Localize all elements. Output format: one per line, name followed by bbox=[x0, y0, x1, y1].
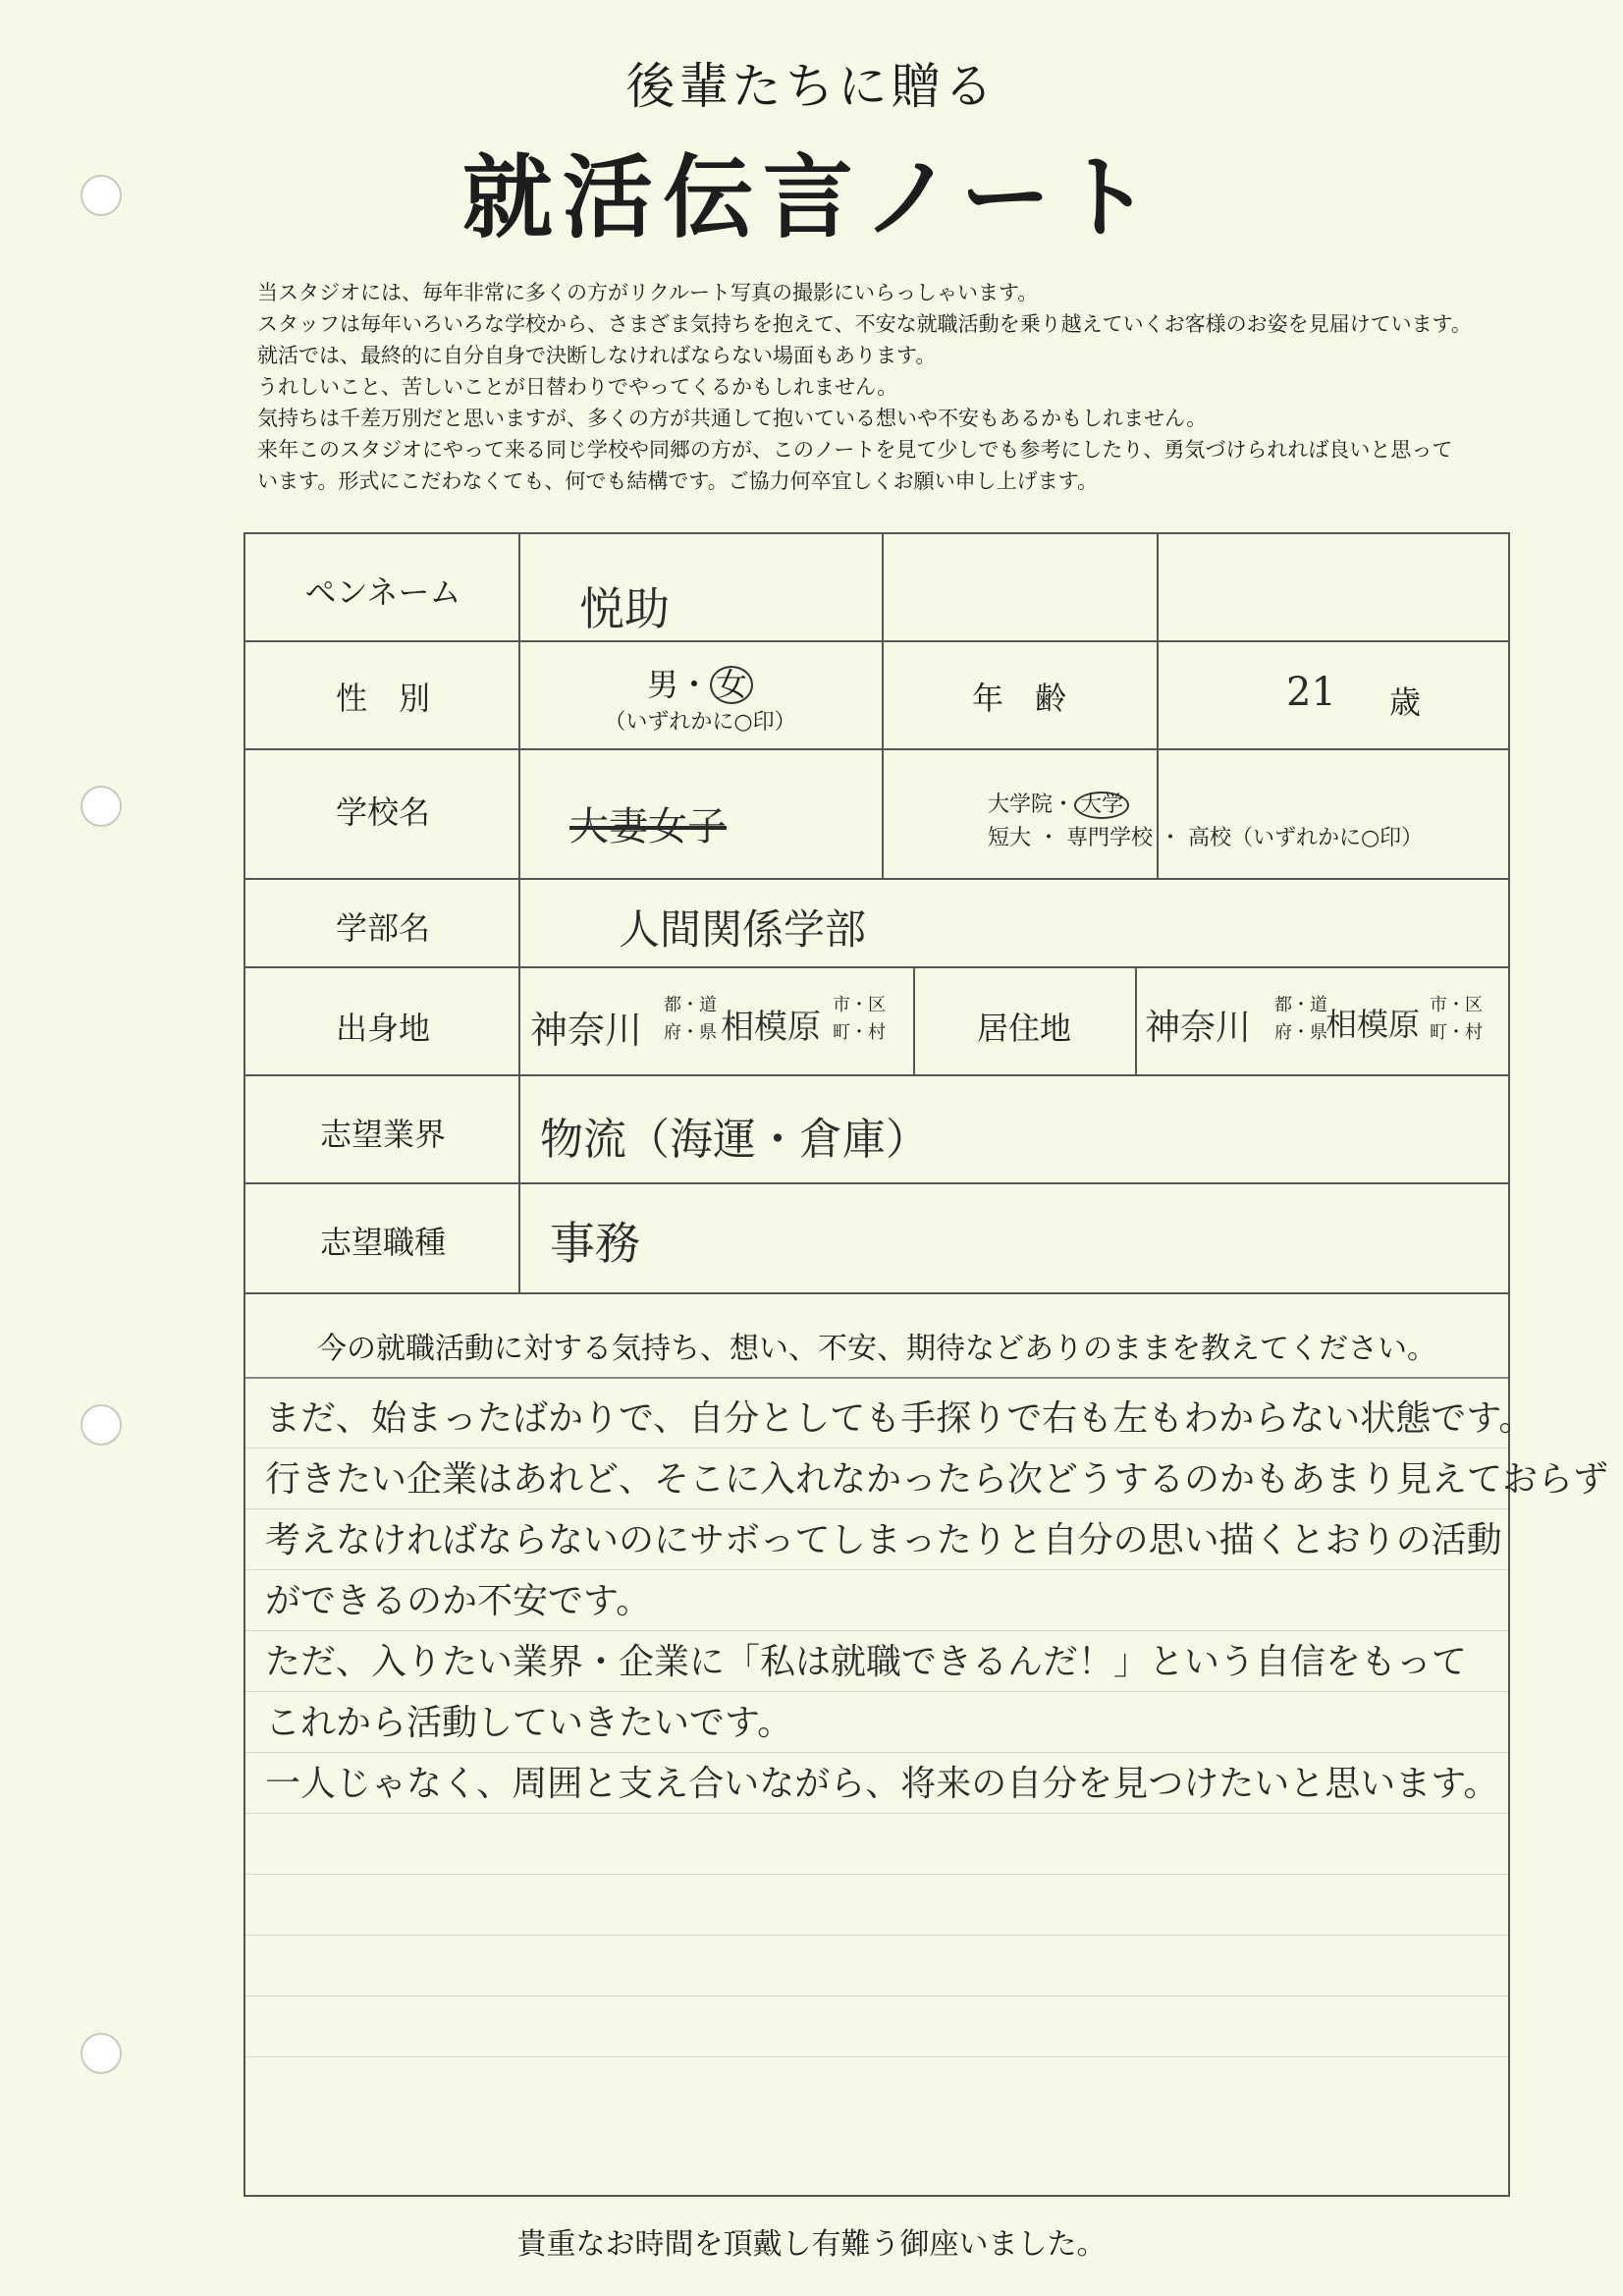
school-type-university-circled: 大学 bbox=[1074, 792, 1129, 819]
school-value: 大妻女子 bbox=[569, 804, 727, 849]
gender-male: 男 bbox=[646, 666, 678, 703]
answer-line: ができるのか不安です。 bbox=[265, 1581, 652, 1621]
age-label: 年 齢 bbox=[971, 680, 1066, 717]
intro-line: 就活では、最終的に自分自身で決断しなければならない場面もあります。 bbox=[257, 344, 937, 367]
answer-line: これから活動していきたいです。 bbox=[265, 1703, 793, 1743]
page-subtitle: 後輩たちに贈る bbox=[625, 58, 998, 115]
school-type-line1: 大学院・ 大学 bbox=[988, 792, 1129, 819]
pen-name-value: 悦助 bbox=[579, 582, 670, 635]
gender-label: 性 別 bbox=[335, 680, 430, 717]
school-type-line2: 短大 ・ 専門学校 ・ 高校（いずれかに○印） bbox=[988, 826, 1424, 850]
faculty-value: 人間関係学部 bbox=[619, 905, 867, 954]
age-value: 21 bbox=[1286, 670, 1336, 715]
answer-line: 行きたい企業はあれど、そこに入れなかったら次どうするのかもあまり見えておらず bbox=[265, 1459, 1609, 1500]
hometown-pref: 神奈川 bbox=[530, 1009, 643, 1052]
page-title: 就活伝言ノート bbox=[461, 145, 1162, 250]
faculty-label: 学部名 bbox=[335, 909, 430, 947]
intro-line: 来年このスタジオにやって来る同じ学校や同郷の方が、このノートを見て少しでも参考にしたり、勇気づけられれば良いと思って bbox=[257, 438, 1453, 462]
age-unit: 歳 bbox=[1389, 683, 1422, 721]
residence-pref: 神奈川 bbox=[1145, 1008, 1252, 1048]
question-text: 今の就職活動に対する気持ち、想い、不安、期待などありのままを教えてください。 bbox=[317, 1332, 1436, 1366]
gender-note: （いずれかに○印） bbox=[604, 710, 796, 735]
residence-label: 居住地 bbox=[976, 1010, 1071, 1047]
industry-value: 物流（海運・倉庫） bbox=[540, 1115, 929, 1165]
job-type-label: 志望職種 bbox=[319, 1224, 446, 1261]
pen-name-label: ペンネーム bbox=[304, 574, 461, 611]
industry-label: 志望業界 bbox=[319, 1116, 446, 1153]
intro-line: スタッフは毎年いろいろな学校から、さまざま気持ちを抱えて、不安な就職活動を乗り越えていくお客様のお姿を見届けています。 bbox=[257, 312, 1472, 336]
hometown-label: 出身地 bbox=[335, 1010, 430, 1047]
gender-female-circled: 女 bbox=[710, 666, 753, 704]
residence-city: 相模原 bbox=[1325, 1006, 1421, 1043]
message-form: ペンネーム 悦助 性 別 男・ 女 （いずれかに○印） 年 齢 21 歳 学校名 大妻女子 大学院・ 大学 短大 ・ 専門学校 ・ 高校（いずれかに○印） 学部名 人間関係学部 出身地 神奈川 都・道 府・県 相模原 市・区 町・村 居住地 神奈川 都・道 府・県 相模原 市・区 町・村 志望業界 物流（海運・倉庫） 志望職種 事務 今の就職活動に対する気持ち、想い、不安、期待などありのままを教えてください。 まだ、始まったばかりで、自分としても手探りで右も左もわからない状態です。 行きたい企業はあれど、そこに入れなかったら次どうするのかもあまり見えておらず 考えなければならないのにサボってしまったりと自分の思い描くとおりの活動 ができるのか不安です。 ただ、入りたい業界・企業に「私は就職できるんだ！」という自信をもって これから活動していきたいです。 一人じゃなく、周囲と支え合いながら、将来の自分を見つけたいと思います。 bbox=[243, 532, 1510, 2197]
binder-hole-3 bbox=[81, 1404, 122, 1446]
answer-line: 考えなければならないのにサボってしまったりと自分の思い描くとおりの活動 bbox=[265, 1520, 1502, 1560]
job-type-value: 事務 bbox=[550, 1217, 640, 1270]
intro-line: うれしいこと、苦しいことが日替わりでやってくるかもしれません。 bbox=[257, 375, 898, 399]
binder-hole-4 bbox=[81, 2033, 122, 2074]
answer-line: 一人じゃなく、周囲と支え合いながら、将来の自分を見つけたいと思います。 bbox=[265, 1764, 1499, 1804]
answer-line: ただ、入りたい業界・企業に「私は就職できるんだ！」という自信をもって bbox=[265, 1642, 1468, 1682]
answer-line: まだ、始まったばかりで、自分としても手探りで右も左もわからない状態です。 bbox=[265, 1398, 1535, 1439]
intro-text bbox=[257, 277, 1593, 497]
hometown-city: 相模原 bbox=[721, 1008, 821, 1047]
gender-options: 男・ 女 bbox=[518, 660, 882, 705]
intro-line: います。形式にこだわなくても、何でも結構です。ご協力何卒宜しくお願い申し上げます。 bbox=[257, 469, 1098, 493]
school-label: 学校名 bbox=[335, 793, 430, 831]
binder-hole-2 bbox=[81, 786, 122, 827]
intro-line: 当スタジオには、毎年非常に多くの方がリクルート写真の撮影にいらっしゃいます。 bbox=[257, 281, 1039, 304]
answer-text bbox=[265, 1389, 1609, 1815]
footer-thanks: 貴重なお時間を頂戴し有難う御座いました。 bbox=[516, 2227, 1107, 2262]
intro-line: 気持ちは千差万別だと思いますが、多くの方が共通して抱いている想いや不安もあるかもしれません。 bbox=[257, 407, 1208, 430]
